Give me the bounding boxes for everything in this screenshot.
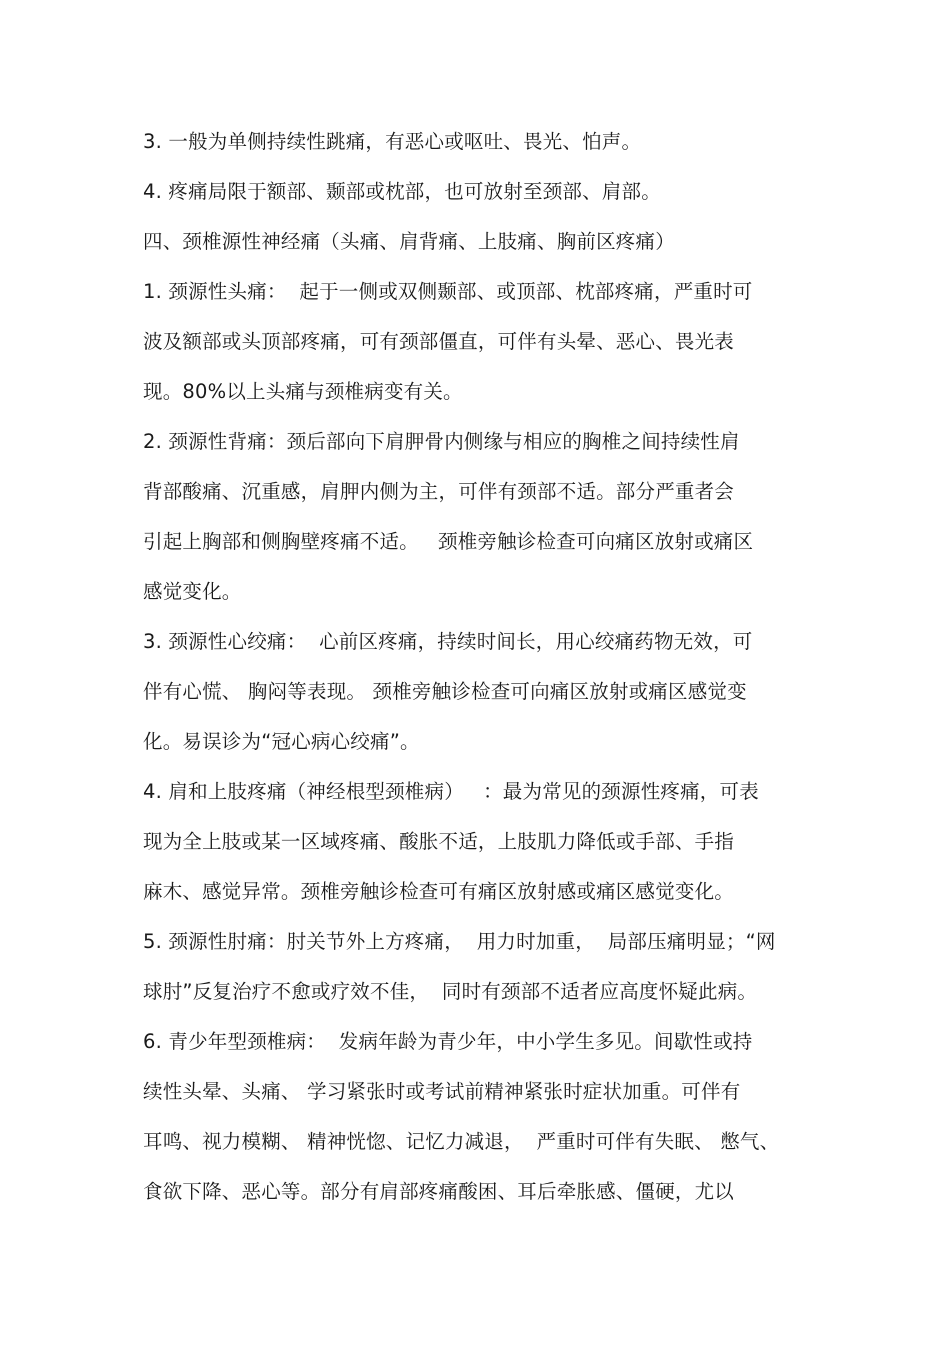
text-line: 3. 颈源性心绞痛： 心前区疼痛，持续时间长，用心绞痛药物无效，可 <box>143 630 753 653</box>
text-line: 耳鸣、视力模糊、 精神恍惚、记忆力减退， 严重时可伴有失眠、 憋气、 <box>143 1130 780 1153</box>
text-line: 波及额部或头顶部疼痛，可有颈部僵直，可伴有头晕、恶心、畏光表 <box>143 330 735 353</box>
text-line: 2. 颈源性背痛：颈后部向下肩胛骨内侧缘与相应的胸椎之间持续性肩 <box>143 430 740 453</box>
text-line: 背部酸痛、沉重感，肩胛内侧为主，可伴有颈部不适。部分严重者会 <box>143 480 735 503</box>
text-line: 化。易误诊为“冠心病心绞痛”。 <box>143 730 420 753</box>
text-line: 现。80%以上头痛与颈椎病变有关。 <box>143 380 463 403</box>
text-line: 球肘”反复治疗不愈或疗效不佳， 同时有颈部不适者应高度怀疑此病。 <box>143 980 758 1003</box>
text-line: 1. 颈源性头痛： 起于一侧或双侧颞部、或顶部、枕部疼痛，严重时可 <box>143 280 753 303</box>
text-line: 伴有心慌、 胸闷等表现。 颈椎旁触诊检查可向痛区放射或痛区感觉变 <box>143 680 747 703</box>
text-line: 食欲下降、恶心等。部分有肩部疼痛酸困、耳后牵胀感、僵硬，尤以 <box>143 1180 735 1203</box>
text-line: 续性头晕、头痛、 学习紧张时或考试前精神紧张时症状加重。可伴有 <box>143 1080 741 1103</box>
text-line: 麻木、感觉异常。颈椎旁触诊检查可有痛区放射感或痛区感觉变化。 <box>143 880 735 903</box>
text-line: 5. 颈源性肘痛：肘关节外上方疼痛， 用力时加重， 局部压痛明显；“网 <box>143 930 776 953</box>
text-line: 感觉变化。 <box>143 580 242 603</box>
text-line: 现为全上肢或某一区域疼痛、酸胀不适，上肢肌力降低或手部、手指 <box>143 830 735 853</box>
section-heading: 四、颈椎源性神经痛（头痛、肩背痛、上肢痛、胸前区疼痛） <box>143 230 675 253</box>
text-line: 3. 一般为单侧持续性跳痛，有恶心或呕吐、畏光、怕声。 <box>143 130 642 153</box>
text-line: 6. 青少年型颈椎病： 发病年龄为青少年，中小学生多见。间歇性或持 <box>143 1030 753 1053</box>
text-line: 4. 肩和上肢疼痛（神经根型颈椎病） ：最为常见的颈源性疼痛，可表 <box>143 780 759 803</box>
text-line: 引起上胸部和侧胸壁疼痛不适。 颈椎旁触诊检查可向痛区放射或痛区 <box>143 530 754 553</box>
text-line: 4. 疼痛局限于额部、颞部或枕部，也可放射至颈部、肩部。 <box>143 180 661 203</box>
